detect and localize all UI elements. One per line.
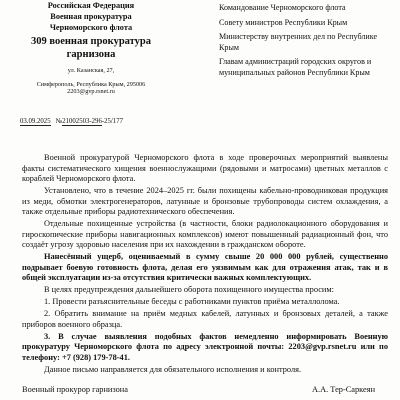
- sender-street: ул. Казанская, 27,: [67, 67, 115, 74]
- outgoing-number-prefix: №: [55, 118, 63, 125]
- sender-org: Военная прокуратура: [50, 12, 132, 21]
- outgoing-number-suffix: -25/177: [101, 118, 124, 125]
- paragraph-stolen-items: Установлено, что в течение 2024–2025 гг. были похищены кабельно-проводниковая продукция из меди, обмотки электрогенераторов, латунные и бронзовые трубопроводы систем охлаждения, а также отдельные приборы радиотехнического обеспечения.: [22, 186, 388, 216]
- paragraph-request-1: 1. Провести разъяснительные беседы с работниками пунктов приёма металлолома.: [44, 297, 340, 306]
- paragraph-request-intro: В целях предупреждения дальнейшего оборота похищенного имущества просим:: [44, 285, 334, 294]
- paragraph-closing: Данное письмо направляется для обязательного исполнения и контроля.: [44, 364, 302, 374]
- addressee-interior-ministry: Министерству внутренних дел по Республике Крым: [219, 32, 378, 52]
- outgoing-number: 21002503-296: [62, 118, 102, 125]
- sender-city: Симферополь, Республика Крым, 295006: [36, 80, 146, 88]
- addressee-municipal-heads: Главам администраций городских округов и муниципальных районов Республики Крым: [219, 57, 372, 77]
- signatory-role: Военный прокурор гарнизона: [22, 385, 128, 394]
- paragraph-request-3: [22, 332, 388, 364]
- paragraph-radiation: Отдельные похищенные устройства (в частности, блоки радиолокационного оборудования и гироскопические приборы навигационных комплексов) имеют повышенный радиационный фон, что создаёт угрозу здоровью населения при их нахождении в гражданском обороте.: [22, 219, 388, 249]
- paragraph-findings: Военной прокуратурой Черноморского флота в ходе проверочных мероприятий выявлены факты систематического хищения военнослужащими (рядовыми и матросами) цветных металлов с кораблей Черноморского флота.: [22, 153, 388, 183]
- request-3-text: 3. В случае выявления подобных фактов немедленно информировать Военную прокуратуру Черноморского флота по адресу электронной почты:: [22, 331, 388, 351]
- sender-fleet: Черноморского флота: [49, 23, 133, 32]
- contact-phone: или по телефону: +7 (928) 179-78-41.: [22, 342, 388, 362]
- paragraph-request-2: 2. Обратить внимание на приём медных кабелей, латунных и бронзовых деталей, а также приборов военного образца.: [22, 309, 388, 329]
- signatory-name: А.А. Тер-Саркеян: [312, 385, 376, 394]
- addressee-list: [219, 3, 397, 83]
- sender-unit-name: 309 военная прокуратура: [30, 36, 151, 47]
- addressee-fleet-command: Командование Черноморского флота: [219, 3, 346, 12]
- sender-country: Российская Федерация: [47, 1, 135, 10]
- addressee-council-of-ministers: Совету министров Республики Крым: [219, 17, 348, 27]
- outgoing-date: 03.09.2025: [20, 118, 51, 125]
- contact-email-link[interactable]: 2203@gvp.rsnet.ru: [288, 342, 357, 351]
- outgoing-number-line: [20, 117, 190, 126]
- letter-body: [22, 150, 388, 377]
- sender-email: 2203@gvp.rsnet.ru: [67, 88, 115, 96]
- sender-unit-garrison: гарнизона: [66, 49, 116, 60]
- paragraph-damage: Нанесённый ущерб, оцениваемый в сумму свыше 20 000 000 рублей, существенно подрывает боевую готовность флота, делая его уязвимым как для отражения атак, так и в общей эксплуатации из-за отсутствия критически важных комплектующих.: [22, 252, 388, 282]
- sender-block: [26, 0, 156, 96]
